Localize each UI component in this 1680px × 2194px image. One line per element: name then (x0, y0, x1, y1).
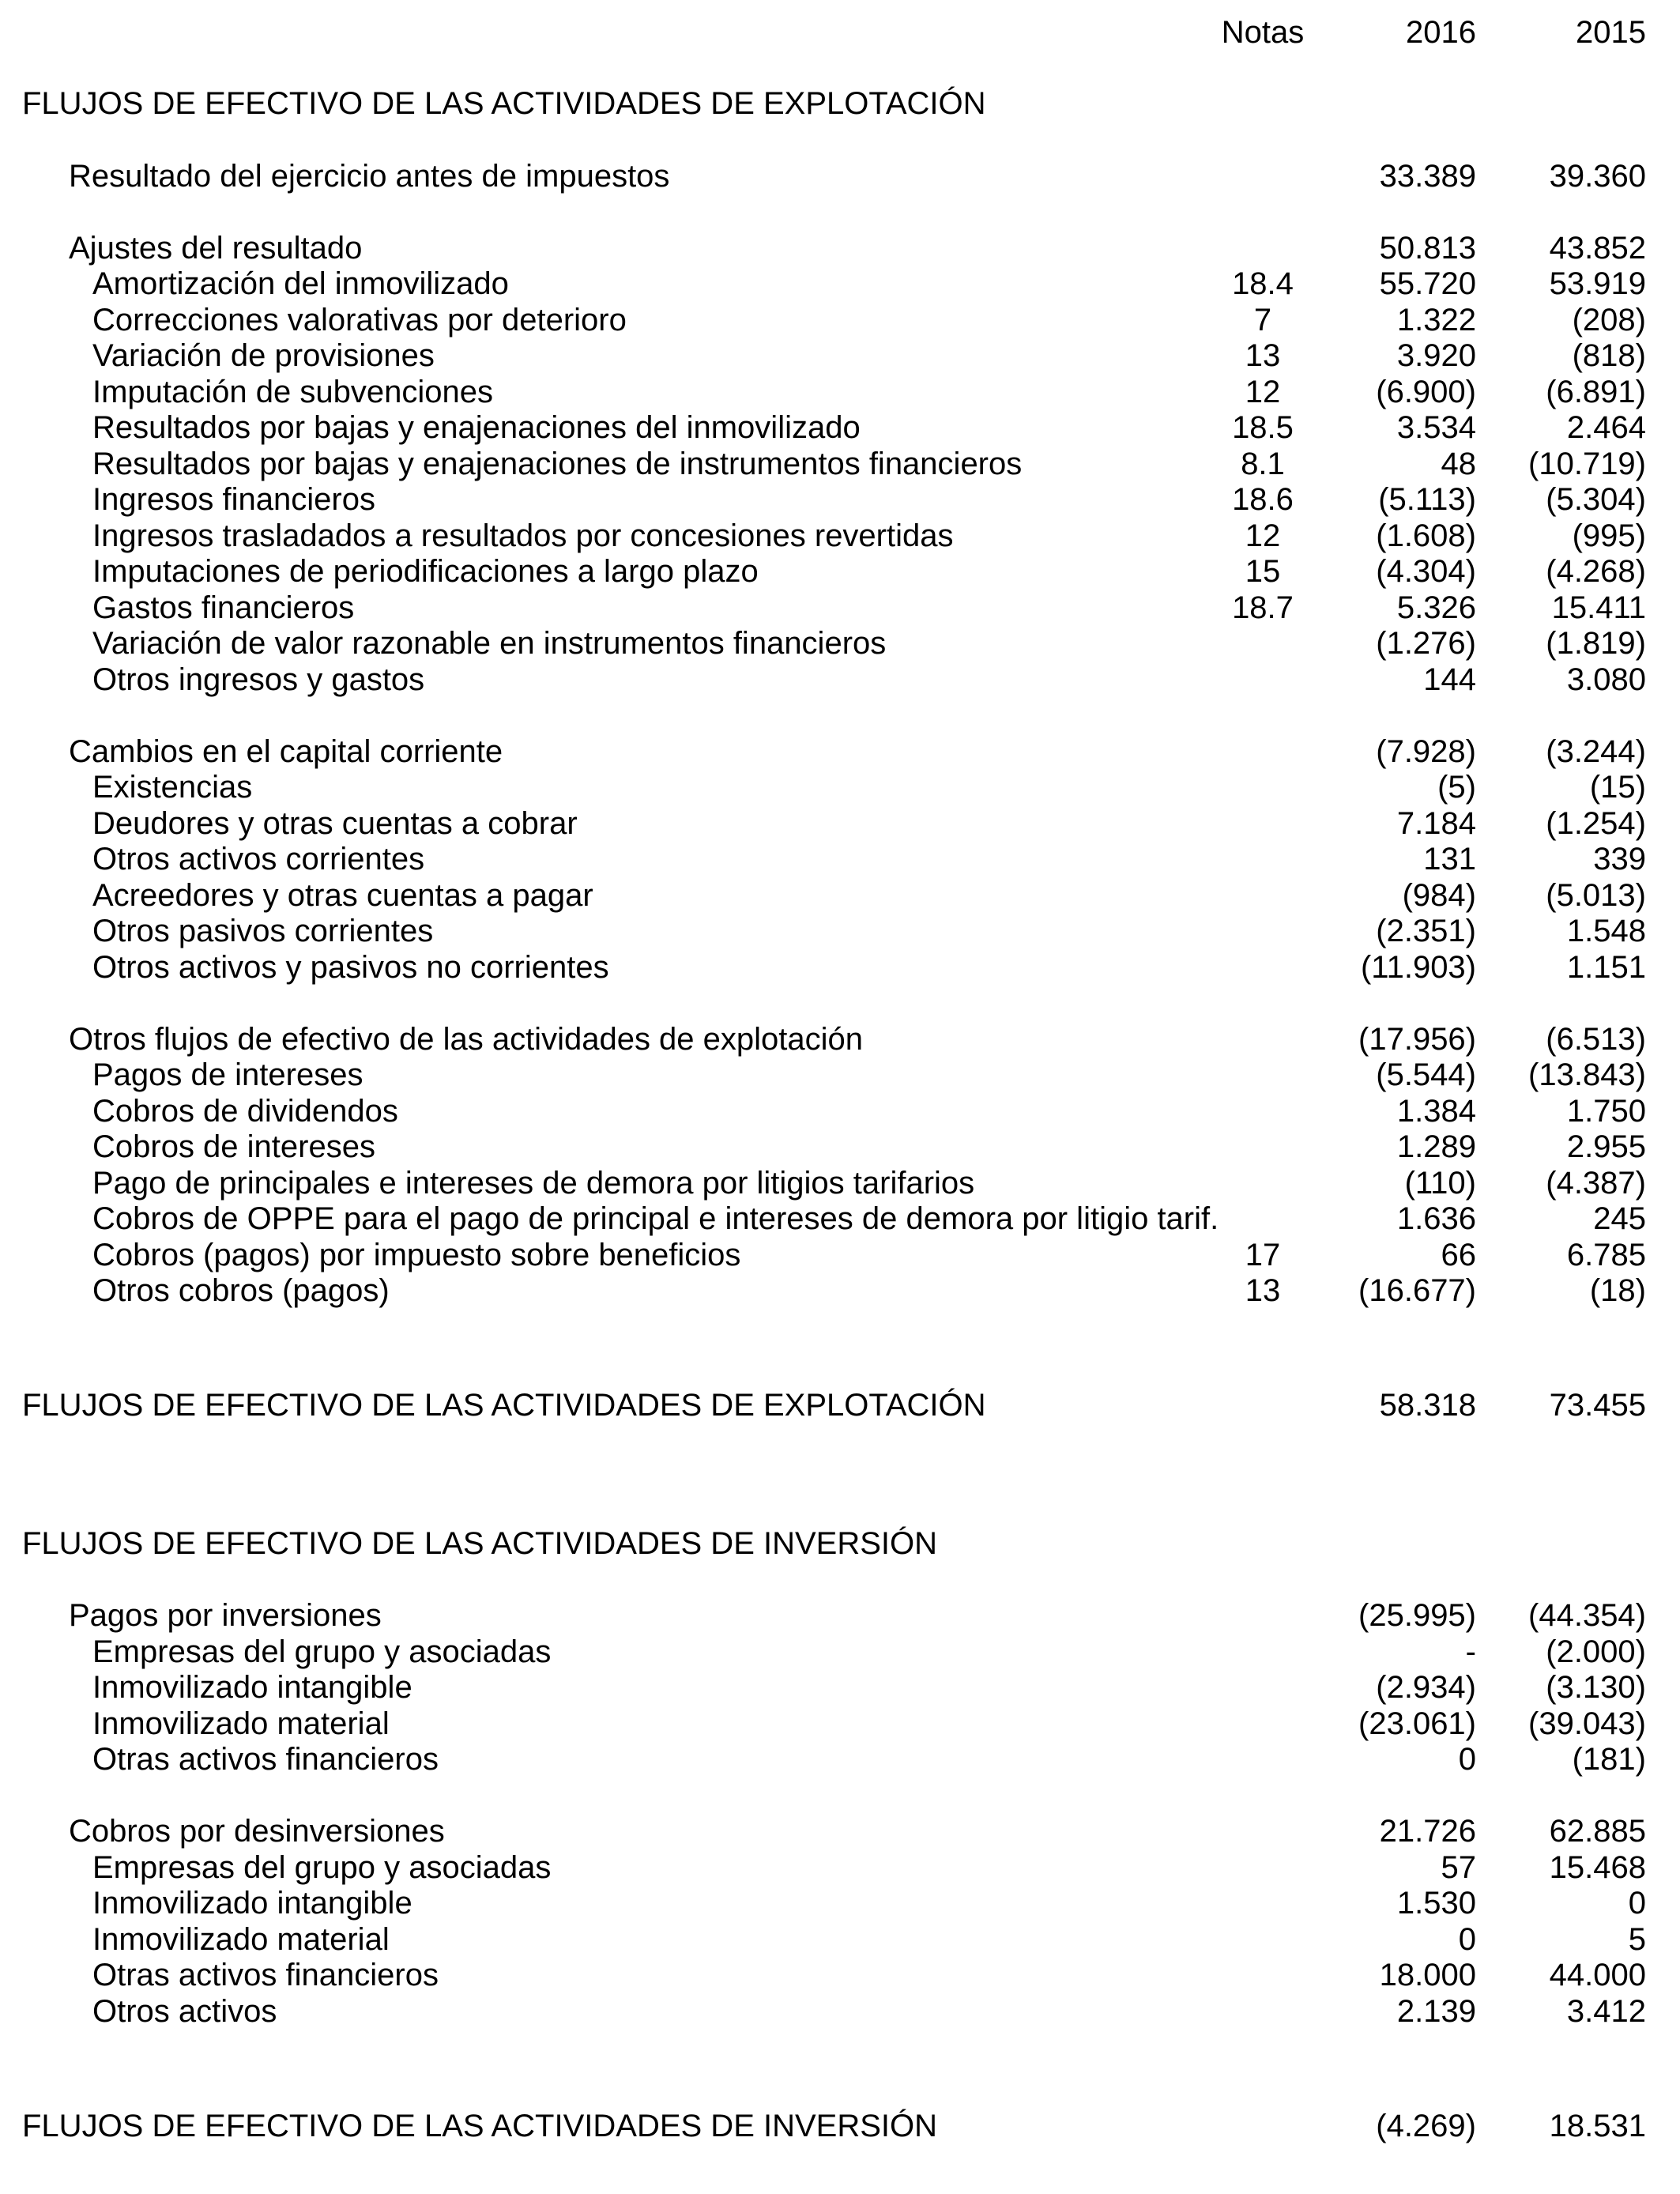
row-label: Inmovilizado material (92, 1922, 390, 1957)
value-2015: 1.151 (1566, 950, 1646, 985)
row-label: Variación de provisiones (92, 338, 435, 373)
row-label: FLUJOS DE EFECTIVO DE LAS ACTIVIDADES DE EXPLOTACIÓN (22, 86, 986, 121)
row-label: Inmovilizado material (92, 1706, 390, 1741)
row-note: 18.7 (1232, 590, 1294, 625)
value-2015: 1.750 (1566, 1094, 1646, 1129)
value-2016: 48 (1441, 447, 1476, 481)
value-2015: (10.719) (1528, 447, 1646, 481)
line-item-row (0, 553, 1680, 590)
row-label: FLUJOS DE EFECTIVO DE LAS ACTIVIDADES DE INVERSIÓN (22, 1526, 938, 1561)
row-note: 15 (1245, 554, 1281, 589)
row-label: Imputación de subvenciones (92, 375, 493, 409)
line-item-row (0, 1634, 1680, 1670)
line-item-row (0, 1921, 1680, 1958)
row-label: Empresas del grupo y asociadas (92, 1850, 552, 1885)
row-label: Empresas del grupo y asociadas (92, 1634, 552, 1669)
value-2015: 62.885 (1549, 1814, 1646, 1849)
row-label: Cobros de intereses (92, 1129, 375, 1164)
row-note: 18.6 (1232, 482, 1294, 517)
row-label: Acreedores y otras cuentas a pagar (92, 878, 593, 913)
value-2015: (13.843) (1528, 1057, 1646, 1092)
value-2016: (17.956) (1358, 1022, 1476, 1057)
value-2015: (818) (1572, 338, 1646, 373)
row-label: Ingresos financieros (92, 482, 375, 517)
row-label: FLUJOS DE EFECTIVO DE LAS ACTIVIDADES DE EXPLOTACIÓN (22, 1388, 986, 1423)
value-2015: (995) (1572, 518, 1646, 553)
row-label: Pago de principales e intereses de demora por litigios tarifarios (92, 1166, 975, 1201)
line-item-row (0, 302, 1680, 338)
row-note: 13 (1245, 338, 1281, 373)
line-item-row (0, 1706, 1680, 1742)
value-2016: 5.326 (1396, 590, 1476, 625)
line-item-row (0, 409, 1680, 446)
row-note: 18.5 (1232, 410, 1294, 445)
value-2015: (5.304) (1546, 482, 1646, 517)
row-label: Otros flujos de efectivo de las actividades de explotación (69, 1022, 864, 1057)
value-2016: 144 (1423, 662, 1476, 697)
value-2016: 1.322 (1396, 303, 1476, 337)
value-2015: 3.412 (1566, 1994, 1646, 2029)
value-2016: 3.920 (1396, 338, 1476, 373)
row-label: Cobros por desinversiones (69, 1814, 445, 1849)
row-label: Resultado del ejercicio antes de impuestos (69, 159, 670, 194)
value-2016: (4.304) (1376, 554, 1476, 589)
row-label: Ingresos trasladados a resultados por concesiones revertidas (92, 518, 954, 553)
value-2016: 18.000 (1379, 1958, 1476, 1992)
group-row (0, 1597, 1680, 1634)
row-label: Cobros de dividendos (92, 1094, 398, 1129)
row-label: Otros cobros (pagos) (92, 1273, 390, 1308)
value-2016: - (1465, 1634, 1476, 1669)
value-2015: 43.852 (1549, 231, 1646, 266)
value-2015: 44.000 (1549, 1958, 1646, 1992)
row-label: Otras activos financieros (92, 1958, 439, 1992)
group-row (0, 1813, 1680, 1849)
value-2015: 2.955 (1566, 1129, 1646, 1164)
value-2016: (25.995) (1358, 1598, 1476, 1633)
row-label: Correcciones valorativas por deterioro (92, 303, 627, 337)
row-note: 18.4 (1232, 266, 1294, 301)
value-2016: 1.289 (1396, 1129, 1476, 1164)
value-2015: (1.819) (1546, 626, 1646, 661)
value-2015: (6.891) (1546, 375, 1646, 409)
row-label: Cobros (pagos) por impuesto sobre beneficios (92, 1238, 741, 1272)
value-2016: 58.318 (1379, 1388, 1476, 1423)
column-header-2016: 2016 (1406, 15, 1476, 50)
value-2016: 66 (1441, 1238, 1476, 1272)
value-2016: 57 (1441, 1850, 1476, 1885)
value-2016: 1.384 (1396, 1094, 1476, 1129)
line-item-row (0, 949, 1680, 986)
line-item-row (0, 625, 1680, 662)
line-item-row (0, 1237, 1680, 1273)
value-2015: (4.387) (1546, 1166, 1646, 1201)
value-2015: (4.268) (1546, 554, 1646, 589)
row-label: Resultados por bajas y enajenaciones del inmovilizado (92, 410, 861, 445)
row-label: Gastos financieros (92, 590, 355, 625)
row-note: 7 (1253, 303, 1272, 337)
row-note: 8.1 (1241, 447, 1285, 481)
value-2015: (2.000) (1546, 1634, 1646, 1669)
value-2016: (5) (1437, 770, 1476, 805)
line-item-row (0, 374, 1680, 410)
value-2016: (1.276) (1376, 626, 1476, 661)
value-2015: 53.919 (1549, 266, 1646, 301)
row-label: Ajustes del resultado (69, 231, 363, 266)
line-item-row (0, 1849, 1680, 1886)
value-2016: 50.813 (1379, 231, 1476, 266)
value-2016: 1.636 (1396, 1201, 1476, 1236)
line-item-row (0, 1129, 1680, 1165)
row-label: Otros pasivos corrientes (92, 914, 434, 948)
value-2016: (16.677) (1358, 1273, 1476, 1308)
value-2015: 5 (1628, 1922, 1646, 1957)
row-label: Otros activos (92, 1994, 277, 2029)
line-item-row (0, 662, 1680, 698)
value-2016: (2.351) (1376, 914, 1476, 948)
line-item-row (0, 1201, 1680, 1237)
value-2015: (5.013) (1546, 878, 1646, 913)
value-2015: (208) (1572, 303, 1646, 337)
line-item-row (0, 769, 1680, 805)
value-2016: (11.903) (1360, 950, 1476, 985)
value-2016: (6.900) (1376, 375, 1476, 409)
row-label: Cambios en el capital corriente (69, 734, 503, 769)
section-row (0, 1525, 1680, 1562)
row-label: Pagos por inversiones (69, 1598, 382, 1633)
value-2016: 33.389 (1379, 159, 1476, 194)
value-2015: (1.254) (1546, 806, 1646, 841)
value-2016: (984) (1402, 878, 1476, 913)
value-2016: (5.544) (1376, 1057, 1476, 1092)
value-2016: 1.530 (1396, 1886, 1476, 1921)
line-item-row (0, 337, 1680, 374)
row-label: Inmovilizado intangible (92, 1886, 412, 1921)
line-item-row (0, 877, 1680, 914)
value-2016: (2.934) (1376, 1670, 1476, 1705)
value-2016: (23.061) (1358, 1706, 1476, 1741)
row-note: 12 (1245, 518, 1281, 553)
row-label: Resultados por bajas y enajenaciones de instrumentos financieros (92, 447, 1023, 481)
value-2016: (1.608) (1376, 518, 1476, 553)
value-2016: (5.113) (1378, 482, 1476, 517)
value-2015: (6.513) (1546, 1022, 1646, 1057)
line-item-row (0, 590, 1680, 626)
line-item-row (0, 1272, 1680, 1309)
section-row (0, 2108, 1680, 2144)
line-item-row (0, 913, 1680, 949)
line-item-row (0, 518, 1680, 554)
value-2015: (39.043) (1528, 1706, 1646, 1741)
row-label: Otros activos corrientes (92, 842, 425, 876)
row-label: Cobros de OPPE para el pago de principal e intereses de demora por litigio tarif. (92, 1201, 1219, 1236)
column-header-notes: Notas (1221, 15, 1305, 50)
value-2015: 18.531 (1549, 2109, 1646, 2143)
value-2016: 21.726 (1379, 1814, 1476, 1849)
value-2015: (3.244) (1546, 734, 1646, 769)
value-2016: (4.269) (1376, 2109, 1476, 2143)
section-row (0, 85, 1680, 122)
value-2015: 3.080 (1566, 662, 1646, 697)
value-2015: 15.411 (1551, 590, 1646, 625)
value-2015: 39.360 (1549, 159, 1646, 194)
row-label: Otros ingresos y gastos (92, 662, 425, 697)
line-item-row (0, 1669, 1680, 1706)
value-2015: (181) (1572, 1742, 1646, 1777)
group-row (0, 158, 1680, 194)
row-label: Amortización del inmovilizado (92, 266, 509, 301)
group-row (0, 1021, 1680, 1057)
value-2015: 6.785 (1566, 1238, 1646, 1272)
value-2016: (110) (1404, 1166, 1476, 1201)
line-item-row (0, 446, 1680, 482)
value-2015: 245 (1593, 1201, 1646, 1236)
value-2015: 73.455 (1549, 1388, 1646, 1423)
row-label: Imputaciones de periodificaciones a largo plazo (92, 554, 759, 589)
value-2016: (7.928) (1376, 734, 1476, 769)
line-item-row (0, 481, 1680, 518)
value-2015: 339 (1593, 842, 1646, 876)
value-2016: 2.139 (1396, 1994, 1476, 2029)
value-2016: 0 (1458, 1742, 1476, 1777)
row-label: FLUJOS DE EFECTIVO DE LAS ACTIVIDADES DE INVERSIÓN (22, 2109, 938, 2143)
column-header-2015: 2015 (1576, 15, 1646, 50)
value-2016: 55.720 (1379, 266, 1476, 301)
row-label: Otras activos financieros (92, 1742, 439, 1777)
line-item-row (0, 841, 1680, 877)
value-2015: (3.130) (1546, 1670, 1646, 1705)
value-2015: 0 (1628, 1886, 1646, 1921)
row-label: Deudores y otras cuentas a cobrar (92, 806, 578, 841)
row-label: Pagos de intereses (92, 1057, 363, 1092)
row-label: Inmovilizado intangible (92, 1670, 412, 1705)
value-2016: 0 (1458, 1922, 1476, 1957)
line-item-row (0, 1165, 1680, 1201)
line-item-row (0, 1885, 1680, 1921)
row-note: 13 (1245, 1273, 1281, 1308)
group-row (0, 230, 1680, 266)
line-item-row (0, 805, 1680, 842)
value-2016: 3.534 (1396, 410, 1476, 445)
value-2015: 1.548 (1566, 914, 1646, 948)
value-2015: (15) (1589, 770, 1646, 805)
value-2015: 15.468 (1549, 1850, 1646, 1885)
value-2016: 7.184 (1396, 806, 1476, 841)
line-item-row (0, 1057, 1680, 1093)
value-2015: 2.464 (1566, 410, 1646, 445)
row-label: Otros activos y pasivos no corrientes (92, 950, 609, 985)
row-label: Existencias (92, 770, 253, 805)
value-2015: (44.354) (1528, 1598, 1646, 1633)
row-note: 12 (1245, 375, 1281, 409)
line-item-row (0, 266, 1680, 302)
line-item-row (0, 1093, 1680, 1129)
row-note: 17 (1245, 1238, 1281, 1272)
value-2015: (18) (1589, 1273, 1646, 1308)
line-item-row (0, 1957, 1680, 1993)
line-item-row (0, 1741, 1680, 1777)
line-item-row (0, 1993, 1680, 2030)
section-row (0, 1387, 1680, 1423)
value-2016: 131 (1423, 842, 1476, 876)
group-row (0, 733, 1680, 770)
row-label: Variación de valor razonable en instrumentos financieros (92, 626, 887, 661)
